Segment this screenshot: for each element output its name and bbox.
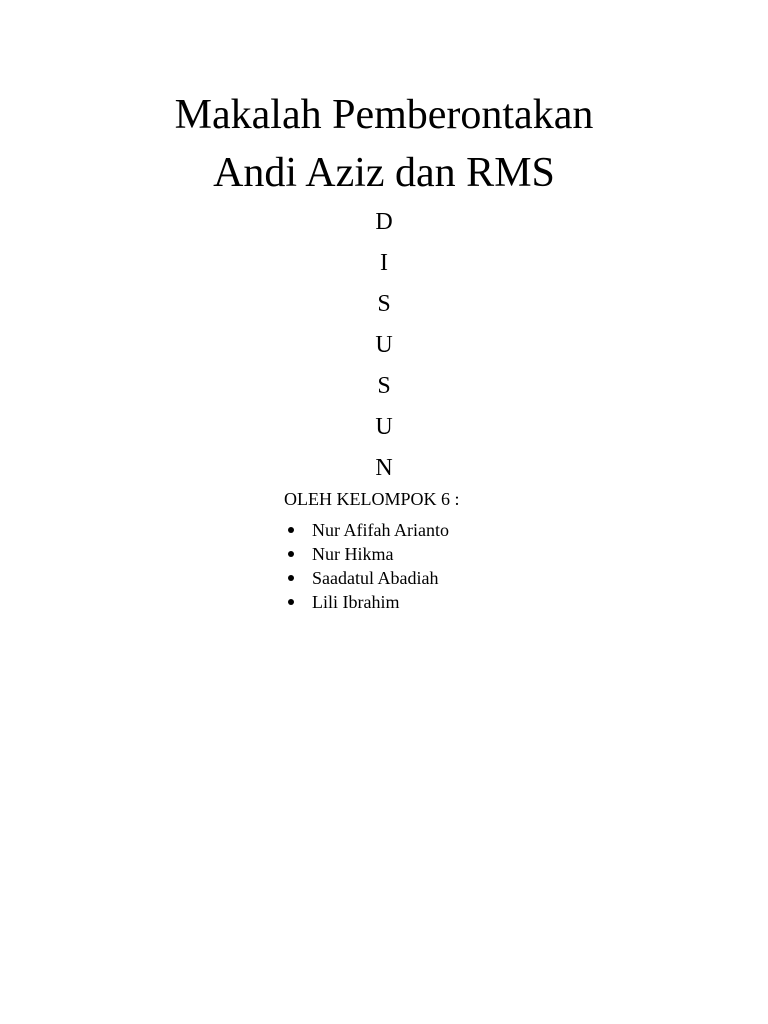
bullet-dot-icon [288, 575, 294, 581]
vertical-word-disusun [354, 202, 414, 489]
member-name: Nur Hikma [312, 544, 394, 564]
member-name: Saadatul Abadiah [312, 568, 439, 588]
member-list [284, 518, 449, 614]
vertical-letter: N [375, 455, 393, 481]
vertical-letter: U [375, 332, 393, 358]
list-item [284, 542, 449, 566]
vertical-letter: U [375, 414, 393, 440]
title-line-1: Makalah Pemberontakan [174, 92, 594, 138]
bullet-dot-icon [288, 527, 294, 533]
group-heading: OLEH KELOMPOK 6 : [284, 489, 460, 509]
list-item [284, 566, 449, 590]
list-item [284, 518, 449, 542]
vertical-letter: I [380, 250, 388, 276]
list-item [284, 590, 449, 614]
member-name: Nur Afifah Arianto [312, 520, 449, 540]
vertical-letter: S [377, 373, 391, 399]
bullet-dot-icon [288, 599, 294, 605]
title-line-2: Andi Aziz dan RMS [213, 150, 555, 196]
vertical-letter: S [377, 291, 391, 317]
vertical-letter: D [375, 209, 393, 235]
bullet-dot-icon [288, 551, 294, 557]
member-name: Lili Ibrahim [312, 592, 400, 612]
